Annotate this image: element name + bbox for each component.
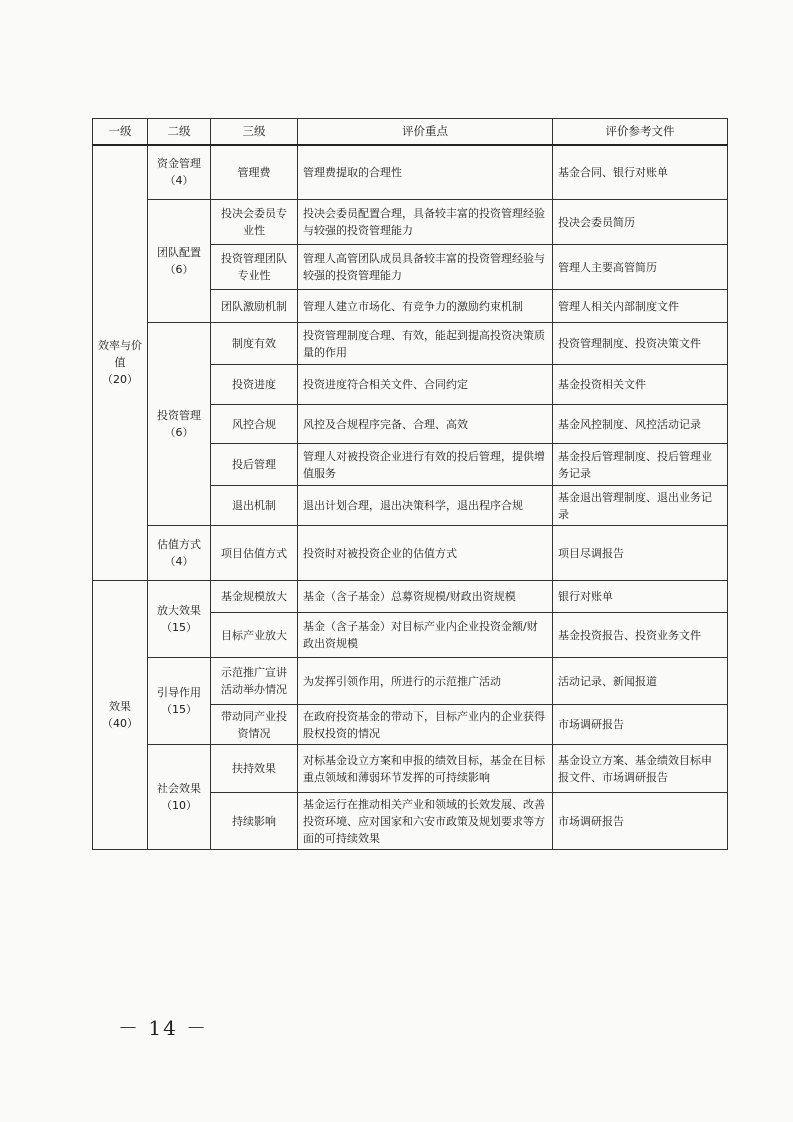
level3-cell: 基金规模放大 bbox=[211, 581, 298, 613]
docs-cell: 管理人主要高管简历 bbox=[553, 245, 728, 290]
focus-cell: 管理费提取的合理性 bbox=[298, 145, 553, 200]
level2-score: （6） bbox=[164, 263, 194, 276]
focus-cell: 基金运行在推动相关产业和领域的长效发展、改善投资环境、应对国家和六安市政策及规划要求等方面的可持续效果 bbox=[298, 793, 553, 850]
table-row bbox=[93, 658, 728, 705]
focus-cell: 基金（含子基金）对目标产业内企业投资金额/财政出资规模 bbox=[298, 613, 553, 658]
focus-cell: 投资时对被投资企业的估值方式 bbox=[298, 526, 553, 581]
level2-name: 社会效果 bbox=[157, 782, 201, 795]
focus-cell: 风控及合规程序完备、合理、高效 bbox=[298, 405, 553, 444]
header-level2: 二级 bbox=[148, 119, 211, 145]
level2-score: （4） bbox=[164, 555, 194, 568]
level3-cell: 团队激励机制 bbox=[211, 290, 298, 323]
table-row bbox=[93, 745, 728, 793]
level1-cell bbox=[93, 581, 148, 850]
docs-cell: 管理人相关内部制度文件 bbox=[553, 290, 728, 323]
level3-cell: 目标产业放大 bbox=[211, 613, 298, 658]
level3-cell: 项目估值方式 bbox=[211, 526, 298, 581]
level2-score: （10） bbox=[161, 799, 197, 812]
header-docs: 评价参考文件 bbox=[553, 119, 728, 145]
table-row bbox=[93, 526, 728, 581]
level2-score: （15） bbox=[161, 703, 197, 716]
level2-score: （4） bbox=[164, 174, 194, 188]
level3-cell: 投决会委员专业性 bbox=[211, 200, 298, 245]
focus-cell: 投资管理制度合理、有效，能起到提高投资决策质量的作用 bbox=[298, 323, 553, 365]
level3-cell: 持续影响 bbox=[211, 793, 298, 850]
level3-cell: 投资进度 bbox=[211, 365, 298, 405]
level3-cell: 带动同产业投资情况 bbox=[211, 705, 298, 745]
level2-name: 放大效果 bbox=[157, 604, 201, 617]
docs-cell: 基金投资相关文件 bbox=[553, 365, 728, 405]
docs-cell: 基金设立方案、基金绩效目标申报文件、市场调研报告 bbox=[553, 745, 728, 793]
level1-score: （40） bbox=[102, 717, 138, 730]
level2-cell bbox=[148, 581, 211, 658]
focus-cell: 管理人对被投资企业进行有效的投后管理，提供增值服务 bbox=[298, 444, 553, 486]
focus-cell: 在政府投资基金的带动下，目标产业内的企业获得股权投资的情况 bbox=[298, 705, 553, 745]
level2-score: （15） bbox=[161, 621, 197, 634]
docs-cell: 活动记录、新闻报道 bbox=[553, 658, 728, 705]
level1-score: （20） bbox=[102, 373, 138, 387]
table-header-row bbox=[93, 119, 728, 145]
level3-cell: 退出机制 bbox=[211, 486, 298, 526]
table-row bbox=[93, 145, 728, 200]
level2-name: 团队配置 bbox=[157, 246, 201, 259]
docs-cell: 基金投后管理制度、投后管理业务记录 bbox=[553, 444, 728, 486]
docs-cell: 项目尽调报告 bbox=[553, 526, 728, 581]
docs-cell: 投决会委员简历 bbox=[553, 200, 728, 245]
docs-cell: 市场调研报告 bbox=[553, 793, 728, 850]
level2-score: （6） bbox=[164, 426, 194, 439]
focus-cell: 管理人建立市场化、有竞争力的激励约束机制 bbox=[298, 290, 553, 323]
focus-cell: 基金（含子基金）总募资规模/财政出资规模 bbox=[298, 581, 553, 613]
level2-cell bbox=[148, 200, 211, 323]
level2-cell bbox=[148, 145, 211, 200]
table-row bbox=[93, 200, 728, 245]
level1-name: 效果 bbox=[109, 700, 131, 713]
focus-cell: 管理人高管团队成员具备较丰富的投资管理经验与较强的投资管理能力 bbox=[298, 245, 553, 290]
level1-name: 效率与价值 bbox=[98, 339, 142, 370]
level3-cell: 管理费 bbox=[211, 145, 298, 200]
level3-cell: 风控合规 bbox=[211, 405, 298, 444]
docs-cell: 银行对账单 bbox=[553, 581, 728, 613]
level3-cell: 投资管理团队专业性 bbox=[211, 245, 298, 290]
table-row bbox=[93, 323, 728, 365]
level3-cell: 扶持效果 bbox=[211, 745, 298, 793]
docs-cell: 投资管理制度、投资决策文件 bbox=[553, 323, 728, 365]
focus-cell: 投决会委员配置合理，具备较丰富的投资管理经验与较强的投资管理能力 bbox=[298, 200, 553, 245]
focus-cell: 对标基金设立方案和申报的绩效目标，基金在目标重点领域和薄弱环节发挥的可持续影响 bbox=[298, 745, 553, 793]
header-level3: 三级 bbox=[211, 119, 298, 145]
page-number: － 14 － bbox=[118, 1016, 209, 1040]
header-level1: 一级 bbox=[93, 119, 148, 145]
table-row bbox=[93, 581, 728, 613]
docs-cell: 基金风控制度、风控活动记录 bbox=[553, 405, 728, 444]
level3-cell: 制度有效 bbox=[211, 323, 298, 365]
focus-cell: 为发挥引领作用，所进行的示范推广活动 bbox=[298, 658, 553, 705]
level2-name: 投资管理 bbox=[157, 409, 201, 422]
level2-cell bbox=[148, 658, 211, 745]
level3-cell: 示范推广宣讲活动举办情况 bbox=[211, 658, 298, 705]
docs-cell: 基金投资报告、投资业务文件 bbox=[553, 613, 728, 658]
docs-cell: 基金合同、银行对账单 bbox=[553, 145, 728, 200]
level2-name: 引导作用 bbox=[157, 686, 201, 699]
level2-cell bbox=[148, 526, 211, 581]
focus-cell: 投资进度符合相关文件、合同约定 bbox=[298, 365, 553, 405]
level2-cell bbox=[148, 323, 211, 526]
header-focus: 评价重点 bbox=[298, 119, 553, 145]
level2-name: 估值方式 bbox=[157, 538, 201, 551]
focus-cell: 退出计划合理，退出决策科学，退出程序合规 bbox=[298, 486, 553, 526]
docs-cell: 基金退出管理制度、退出业务记录 bbox=[553, 486, 728, 526]
level2-cell bbox=[148, 745, 211, 850]
level1-cell bbox=[93, 145, 148, 581]
level2-name: 资金管理 bbox=[157, 157, 201, 171]
docs-cell: 市场调研报告 bbox=[553, 705, 728, 745]
level3-cell: 投后管理 bbox=[211, 444, 298, 486]
evaluation-table bbox=[92, 118, 728, 850]
